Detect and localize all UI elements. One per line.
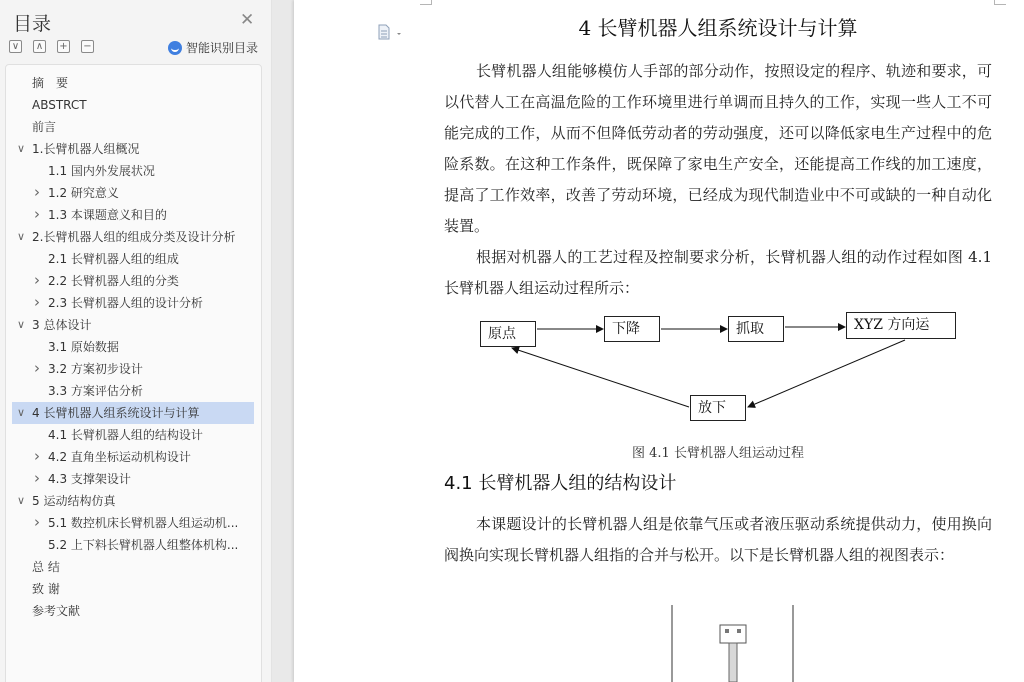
toc-item-label: 参考文献 [32, 604, 81, 618]
toc-item[interactable] [12, 336, 254, 358]
close-icon[interactable]: ✕ [240, 10, 255, 30]
toc-item[interactable] [12, 600, 254, 622]
toc-item[interactable] [12, 248, 254, 270]
toc-item[interactable] [12, 358, 254, 380]
toc-item-label: 总 结 [32, 560, 60, 574]
paragraph-intro: 长臂机器人组能够模仿人手部的部分动作，按照设定的程序、轨迹和要求，可以代替人工在高温危险的工作环境里进行单调而且持久的工作，实现一些人工不可能完成的工作，从而不但降低劳动者的劳动强度，还可以降低家电生产过程中的危险系数。在这种工作条件，既保障了家电生产安全，还能提高工作线的加工速度，提高了工作效率，改善了劳动环境，已经成为现代制造业中不可或缺的一种自动化装置。 [444, 62, 992, 235]
chevron-down-icon[interactable] [16, 490, 26, 512]
chevron-right-icon[interactable] [32, 512, 42, 534]
toc-item-label: 摘 要 [32, 76, 69, 90]
toc-item-label: 3 总体设计 [32, 318, 92, 332]
toc-item[interactable] [12, 402, 254, 424]
toc-item[interactable] [12, 512, 254, 534]
toc-item-label: 5.2 上下料长臂机器人组整体机构... [48, 538, 239, 552]
flow-node-down: 下降 [604, 316, 660, 342]
toc-item-label: 4.3 支撑架设计 [48, 472, 131, 486]
document-menu-icon[interactable] [378, 24, 404, 40]
chevron-right-icon[interactable] [32, 446, 42, 468]
chevron-down-icon[interactable] [16, 138, 26, 160]
smart-recognize-icon [168, 41, 182, 55]
toc-item-label: 1.2 研究意义 [48, 186, 119, 200]
toc-item[interactable] [12, 226, 254, 248]
chevron-down-icon[interactable] [16, 402, 26, 424]
toc-item-label: 1.3 本课题意义和目的 [48, 208, 167, 222]
chapter-heading: 4 长臂机器人组系统设计与计算 [578, 16, 858, 40]
toc-item-label: 2.2 长臂机器人组的分类 [48, 274, 179, 288]
toc-item-label: 4.2 直角坐标运动机构设计 [48, 450, 191, 464]
page-margin-mark-right [994, 0, 1006, 5]
arrow-xyz-to-release [748, 340, 905, 407]
chevron-right-icon[interactable] [32, 358, 42, 380]
toc-item[interactable] [12, 380, 254, 402]
arrow-release-to-origin [512, 348, 689, 407]
toc-item-label: 3.1 原始数据 [48, 340, 119, 354]
collapse-all-button[interactable]: ∨ [9, 40, 22, 53]
paragraph-structure: 本课题设计的长臂机器人组是依靠气压或者液压驱动系统提供动力，使用换向阀换向实现长臂机器人组指的合并与松开。以下是长臂机器人组的视图表示： [444, 515, 992, 564]
toc-item-label: 1.1 国内外发展状况 [48, 164, 155, 178]
toc-item[interactable] [12, 204, 254, 226]
toc-item[interactable] [12, 270, 254, 292]
toc-item[interactable] [12, 446, 254, 468]
section-heading: 4.1 长臂机器人组的结构设计 [444, 473, 677, 494]
collapse-button[interactable]: − [81, 40, 94, 53]
toc-item-label: 致 谢 [32, 582, 60, 596]
toc-item-label: 前言 [32, 120, 57, 134]
toc-item-label: 2.3 长臂机器人组的设计分析 [48, 296, 203, 310]
flow-node-xyz: XYZ 方向运 [846, 312, 956, 339]
toc-item[interactable] [12, 424, 254, 446]
chevron-down-icon[interactable] [16, 314, 26, 336]
chevron-right-icon[interactable] [32, 270, 42, 292]
toc-item-label: 5.1 数控机床长臂机器人组运动机... [48, 516, 239, 530]
toc-item[interactable] [12, 138, 254, 160]
toc-item[interactable] [12, 556, 254, 578]
chevron-right-icon[interactable] [32, 204, 42, 226]
toc-item[interactable] [12, 468, 254, 490]
toc-item[interactable] [12, 116, 254, 138]
figure-caption: 图 4.1 长臂机器人组运动过程 [632, 446, 804, 461]
toc-item[interactable] [12, 94, 254, 116]
chevron-right-icon[interactable] [32, 292, 42, 314]
flow-node-origin: 原点 [480, 321, 536, 347]
toc-item[interactable] [12, 292, 254, 314]
paragraph-process: 根据对机器人的工艺过程及控制要求分析，长臂机器人组的动作过程如图 4.1 长臂机器人组运动过程所示： [444, 248, 992, 297]
toc-item-label: 4.1 长臂机器人组的结构设计 [48, 428, 203, 442]
toc-sidebar [0, 0, 272, 682]
flow-node-release: 放下 [690, 395, 746, 421]
chevron-right-icon[interactable] [32, 468, 42, 490]
toc-item[interactable] [12, 182, 254, 204]
flow-node-grab: 抓取 [728, 316, 784, 342]
toc-item[interactable] [12, 490, 254, 512]
toc-item-label: ABSTRCT [32, 98, 87, 112]
toc-item[interactable] [12, 578, 254, 600]
expand-up-button[interactable]: ∧ [33, 40, 46, 53]
toc-item[interactable] [12, 534, 254, 556]
robot-view-figure [670, 605, 800, 682]
smart-toc-button[interactable] [168, 39, 258, 56]
toc-title: 目录 [13, 13, 52, 35]
flowchart-arrows [470, 305, 970, 425]
toc-item[interactable] [12, 72, 254, 94]
expand-all-button[interactable]: + [57, 40, 70, 53]
page-margin-mark-left [420, 0, 432, 5]
toc-item-label: 3.2 方案初步设计 [48, 362, 143, 376]
chevron-down-icon[interactable] [16, 226, 26, 248]
toc-item[interactable] [12, 314, 254, 336]
toc-item[interactable] [12, 160, 254, 182]
toc-item-label: 2.1 长臂机器人组的组成 [48, 252, 179, 266]
chevron-right-icon[interactable] [32, 182, 42, 204]
toc-item-label: 4 长臂机器人组系统设计与计算 [32, 406, 200, 420]
toc-item-label: 1.长臂机器人组概况 [32, 142, 140, 156]
toc-item-label: 5 运动结构仿真 [32, 494, 116, 508]
toc-item-label: 2.长臂机器人组的组成分类及设计分析 [32, 230, 236, 244]
toc-item-label: 3.3 方案评估分析 [48, 384, 143, 398]
smart-toc-label: 智能识别目录 [186, 41, 259, 55]
